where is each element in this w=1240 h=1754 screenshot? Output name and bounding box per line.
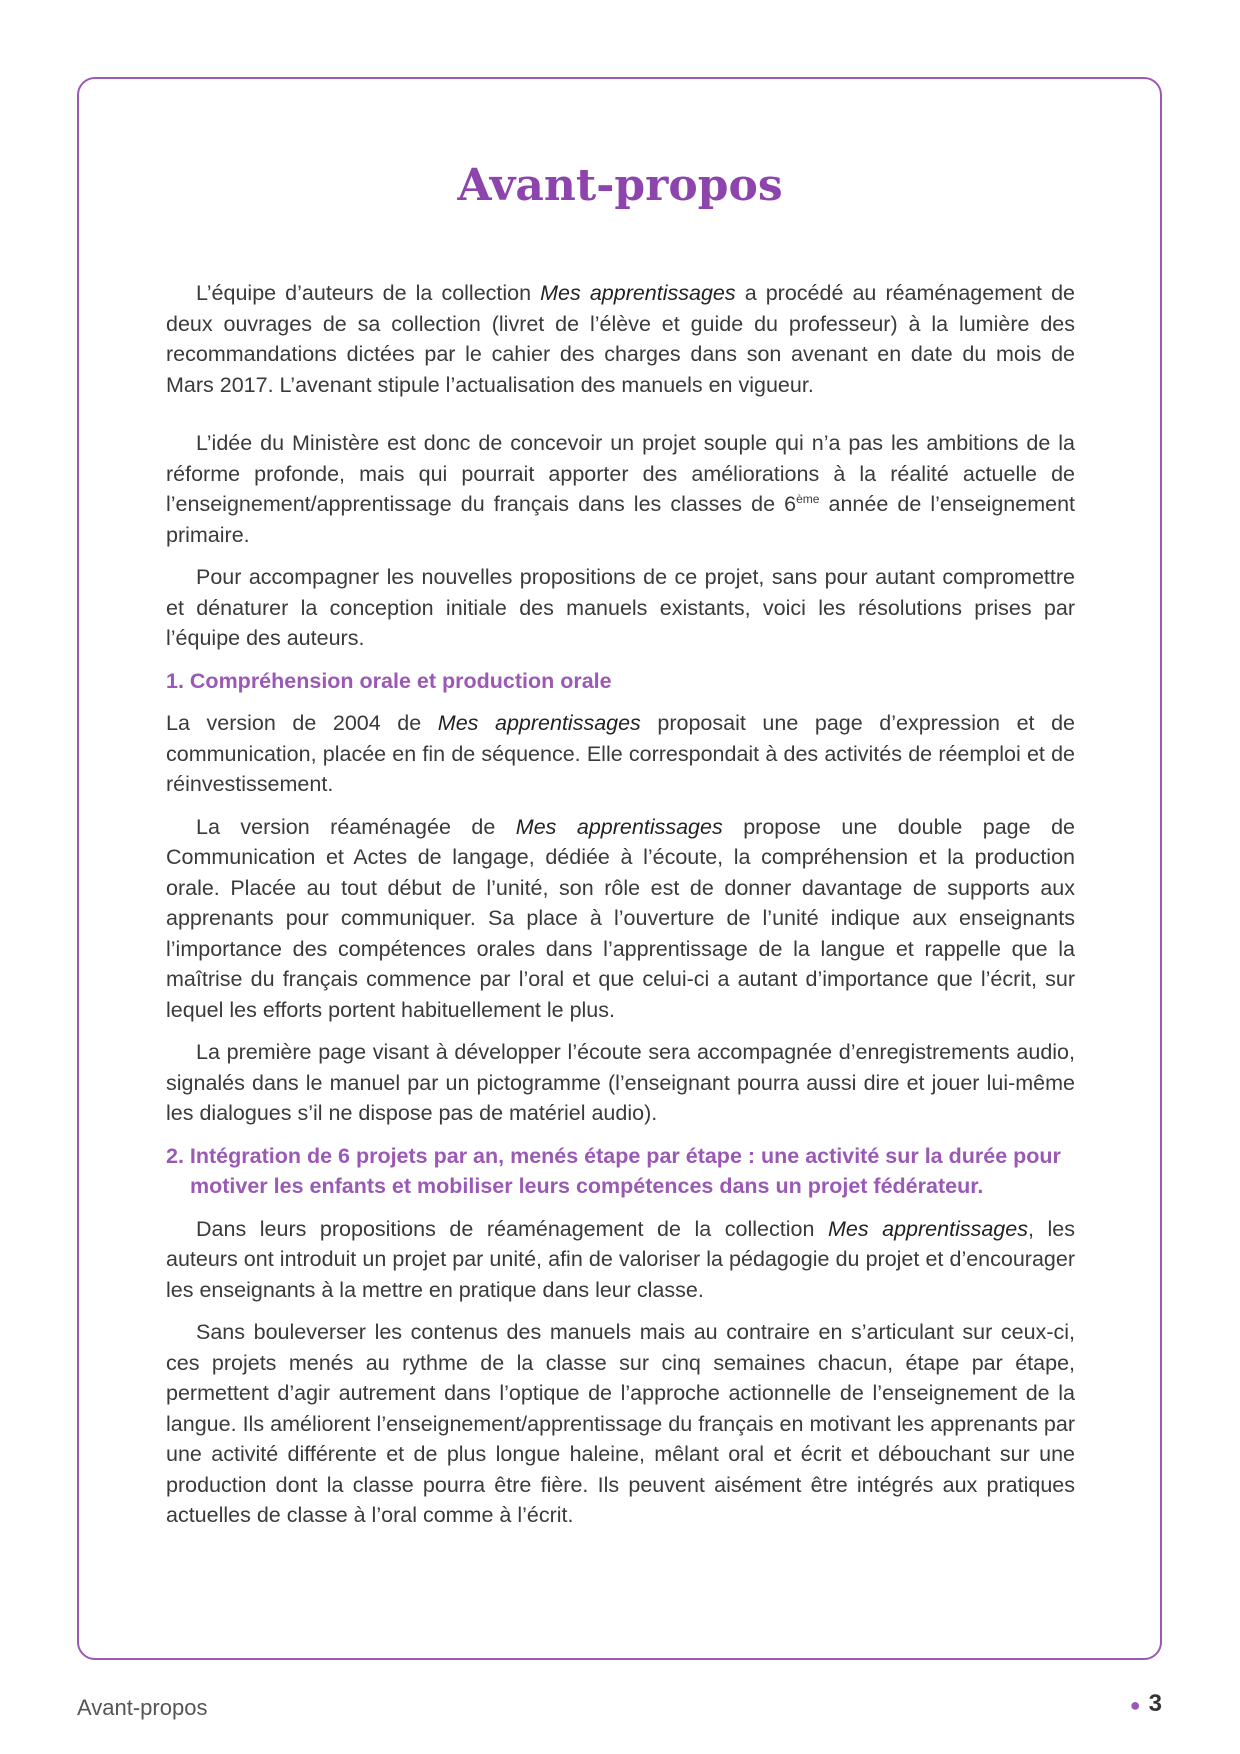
ordinal-superscript: ème	[796, 491, 820, 506]
paragraph-6: La première page visant à développer l’écoute sera accompagnée d’enregistrements audio, signalés dans le manuel par un pictogramme (l’enseignant pourra aussi dire et jouer lui-même les dialogues s’il ne dispose pas de matériel audio).	[166, 1040, 1075, 1125]
paragraph-8: Sans bouleverser les contenus des manuels mais au contraire en s’articulant sur ceux-ci, ces projets menés au rythme de la classe sur cinq semaines chacun, étape par étape, permettent d’agir autrement dans l’optique de l’approche actionnelle de l’enseignement de la langue. Ils améliorent l’enseignement/apprentissage du français en motivant les apprenants par une activité différente et de plus longue haleine, mêlant oral et écrit et débouchant sur une production dont la classe pourra être fière. Ils peuvent aisément être intégrés aux pratiques actuelles de classe à l’oral comme à l’écrit.	[166, 1320, 1075, 1527]
paragraph-5: La version réaménagée de Mes apprentissages propose une double page de Communication et Actes de langage, dédiée à l’écoute, la compréhension et la production orale. Placée au tout début de l’unité, son rôle est de donner davantage de supports aux apprenants pour communiquer. Sa place à l’ouverture de l’unité indique aux enseignants l’importance des compétences orales dans l’apprentissage de la langue et rappelle que la maîtrise du français commence par l’oral et que celui-ci a autant d’importance que l’écrit, sur lequel les efforts portent habituellement le plus.	[166, 814, 1075, 1022]
section-heading-2: 2. Intégration de 6 projets par an, menés étape par étape : une activité sur la durée pour motiver les enfants et mobiliser leurs compétences dans un projet fédérateur.	[166, 1143, 1061, 1198]
collection-name: Mes apprentissages	[437, 711, 641, 735]
bullet-dot-icon: ●	[1129, 1695, 1141, 1715]
footer-section-label: Avant-propos	[77, 1695, 208, 1720]
collection-name: Mes apprentissages	[827, 1216, 1028, 1241]
collection-name: Mes apprentissages	[515, 814, 723, 839]
page-title: Avant-propos	[457, 160, 783, 211]
paragraph-4: La version de 2004 de Mes apprentissages proposait une page d’expression et de communication, placée en fin de séquence. Elle correspondait à des activités de réemploi et de réinvestissement.	[166, 711, 1075, 796]
page-number: ● 3	[1129, 1690, 1162, 1717]
paragraph-2: L’idée du Ministère est donc de concevoir un projet souple qui n’a pas les ambitions de la réforme profonde, mais qui pourrait apporter des améliorations à la réalité actuelle de l’enseignement/apprentissage du français dans les classes de 6ème année de l’enseignement primaire.	[166, 431, 1075, 547]
body-text	[166, 278, 1075, 1543]
paragraph-3: Pour accompagner les nouvelles propositions de ce projet, sans pour autant compromettre et dénaturer la conception initiale des manuels existants, voici les résolutions prises par l’équipe des auteurs.	[166, 565, 1075, 650]
collection-name: Mes apprentissages	[540, 281, 736, 305]
paragraph-7: Dans leurs propositions de réaménagement de la collection Mes apprentissages, les auteurs ont introduit un projet par unité, afin de valoriser la pédagogie du projet et d’encourager les enseignants à la mettre en pratique dans leur classe.	[166, 1216, 1075, 1302]
paragraph-1: L’équipe d’auteurs de la collection Mes apprentissages a procédé au réaménagement de deux ouvrages de sa collection (livret de l’élève et guide du professeur) à la lumière des recommandations dictées par le cahier des charges dans son avenant en date du mois de Mars 2017. L’avenant stipule l’actualisation des manuels en vigueur.	[166, 281, 1075, 397]
section-heading-1: 1. Compréhension orale et production orale	[166, 668, 612, 693]
